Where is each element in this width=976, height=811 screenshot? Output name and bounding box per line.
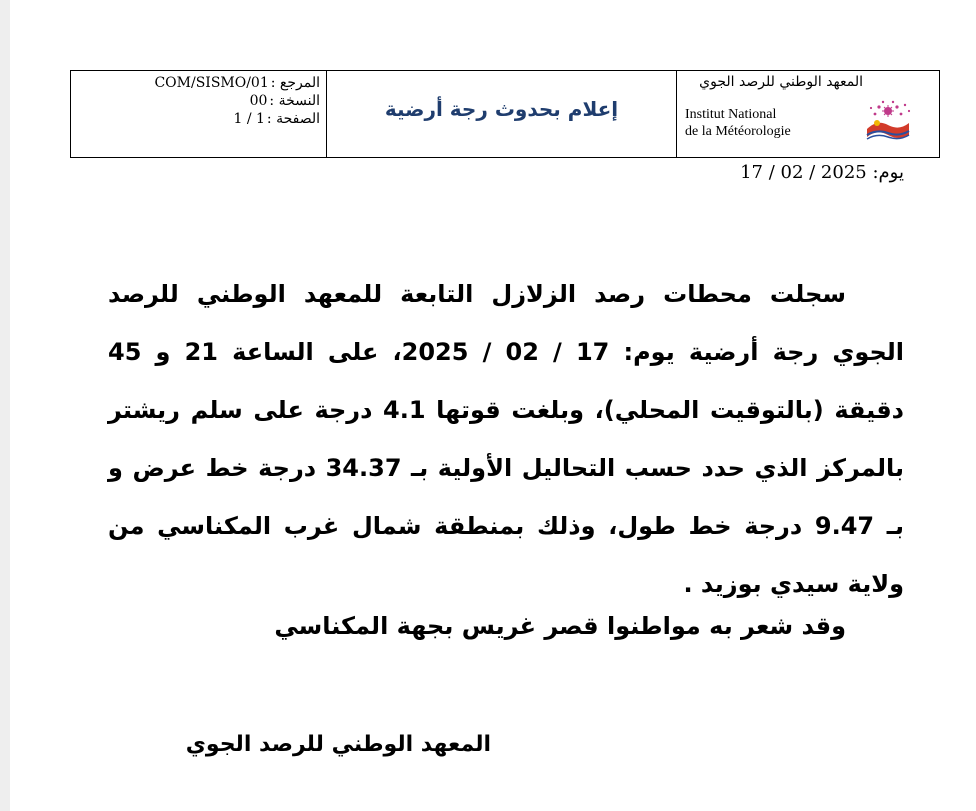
felt-report: وقد شعر به مواطنوا قصر غريس بجهة المكناسي	[274, 612, 846, 640]
date-value: 17 / 02 / 2025	[740, 162, 867, 183]
page-line	[75, 110, 320, 128]
institute-name-arabic: المعهد الوطني للرصد الجوي	[699, 74, 863, 90]
institute-cell	[677, 71, 939, 157]
version-line	[75, 92, 320, 110]
document-header	[70, 70, 940, 158]
reference-value: COM/SISMO/01	[154, 75, 269, 91]
document-date	[740, 162, 904, 183]
page-label: الصفحة :	[266, 111, 320, 127]
reference-label: المرجع :	[270, 75, 320, 91]
reference-line	[75, 74, 320, 92]
date-label: يوم:	[872, 162, 904, 183]
document-title: إعلام بحدوث رجة أرضية	[384, 97, 619, 121]
institute-name-french-line2: de la Météorologie	[685, 124, 791, 139]
version-value: 00	[249, 93, 268, 109]
institute-name-french	[685, 106, 791, 140]
page-value: 1 / 1	[233, 111, 265, 127]
announcement-paragraph: سجلت محطات رصد الزلازل التابعة للمعهد الوطني للرصد الجوي رجة أرضية يوم: 17 / 02 / 2025، على الساعة 21 و 45 دقيقة (بالتوقيت المحلي)، وبلغت قوتها 4.1 درجة على سلم ريشتر بالمركز الذي حدد حسب التحاليل الأولية بـ 34.37 درجة خط عرض و بـ 9.47 درجة خط طول، وذلك بمنطقة شمال غرب المكناسي من ولاية سيدي بوزيد .	[108, 280, 905, 598]
institute-logo-icon	[861, 99, 915, 143]
institute-name-french-line1: Institut National	[685, 107, 777, 122]
reference-cell	[71, 71, 327, 157]
signature: المعهد الوطني للرصد الجوي	[185, 732, 491, 757]
version-label: النسخة :	[269, 93, 320, 109]
title-cell	[327, 71, 677, 157]
left-margin-bar	[0, 0, 10, 811]
